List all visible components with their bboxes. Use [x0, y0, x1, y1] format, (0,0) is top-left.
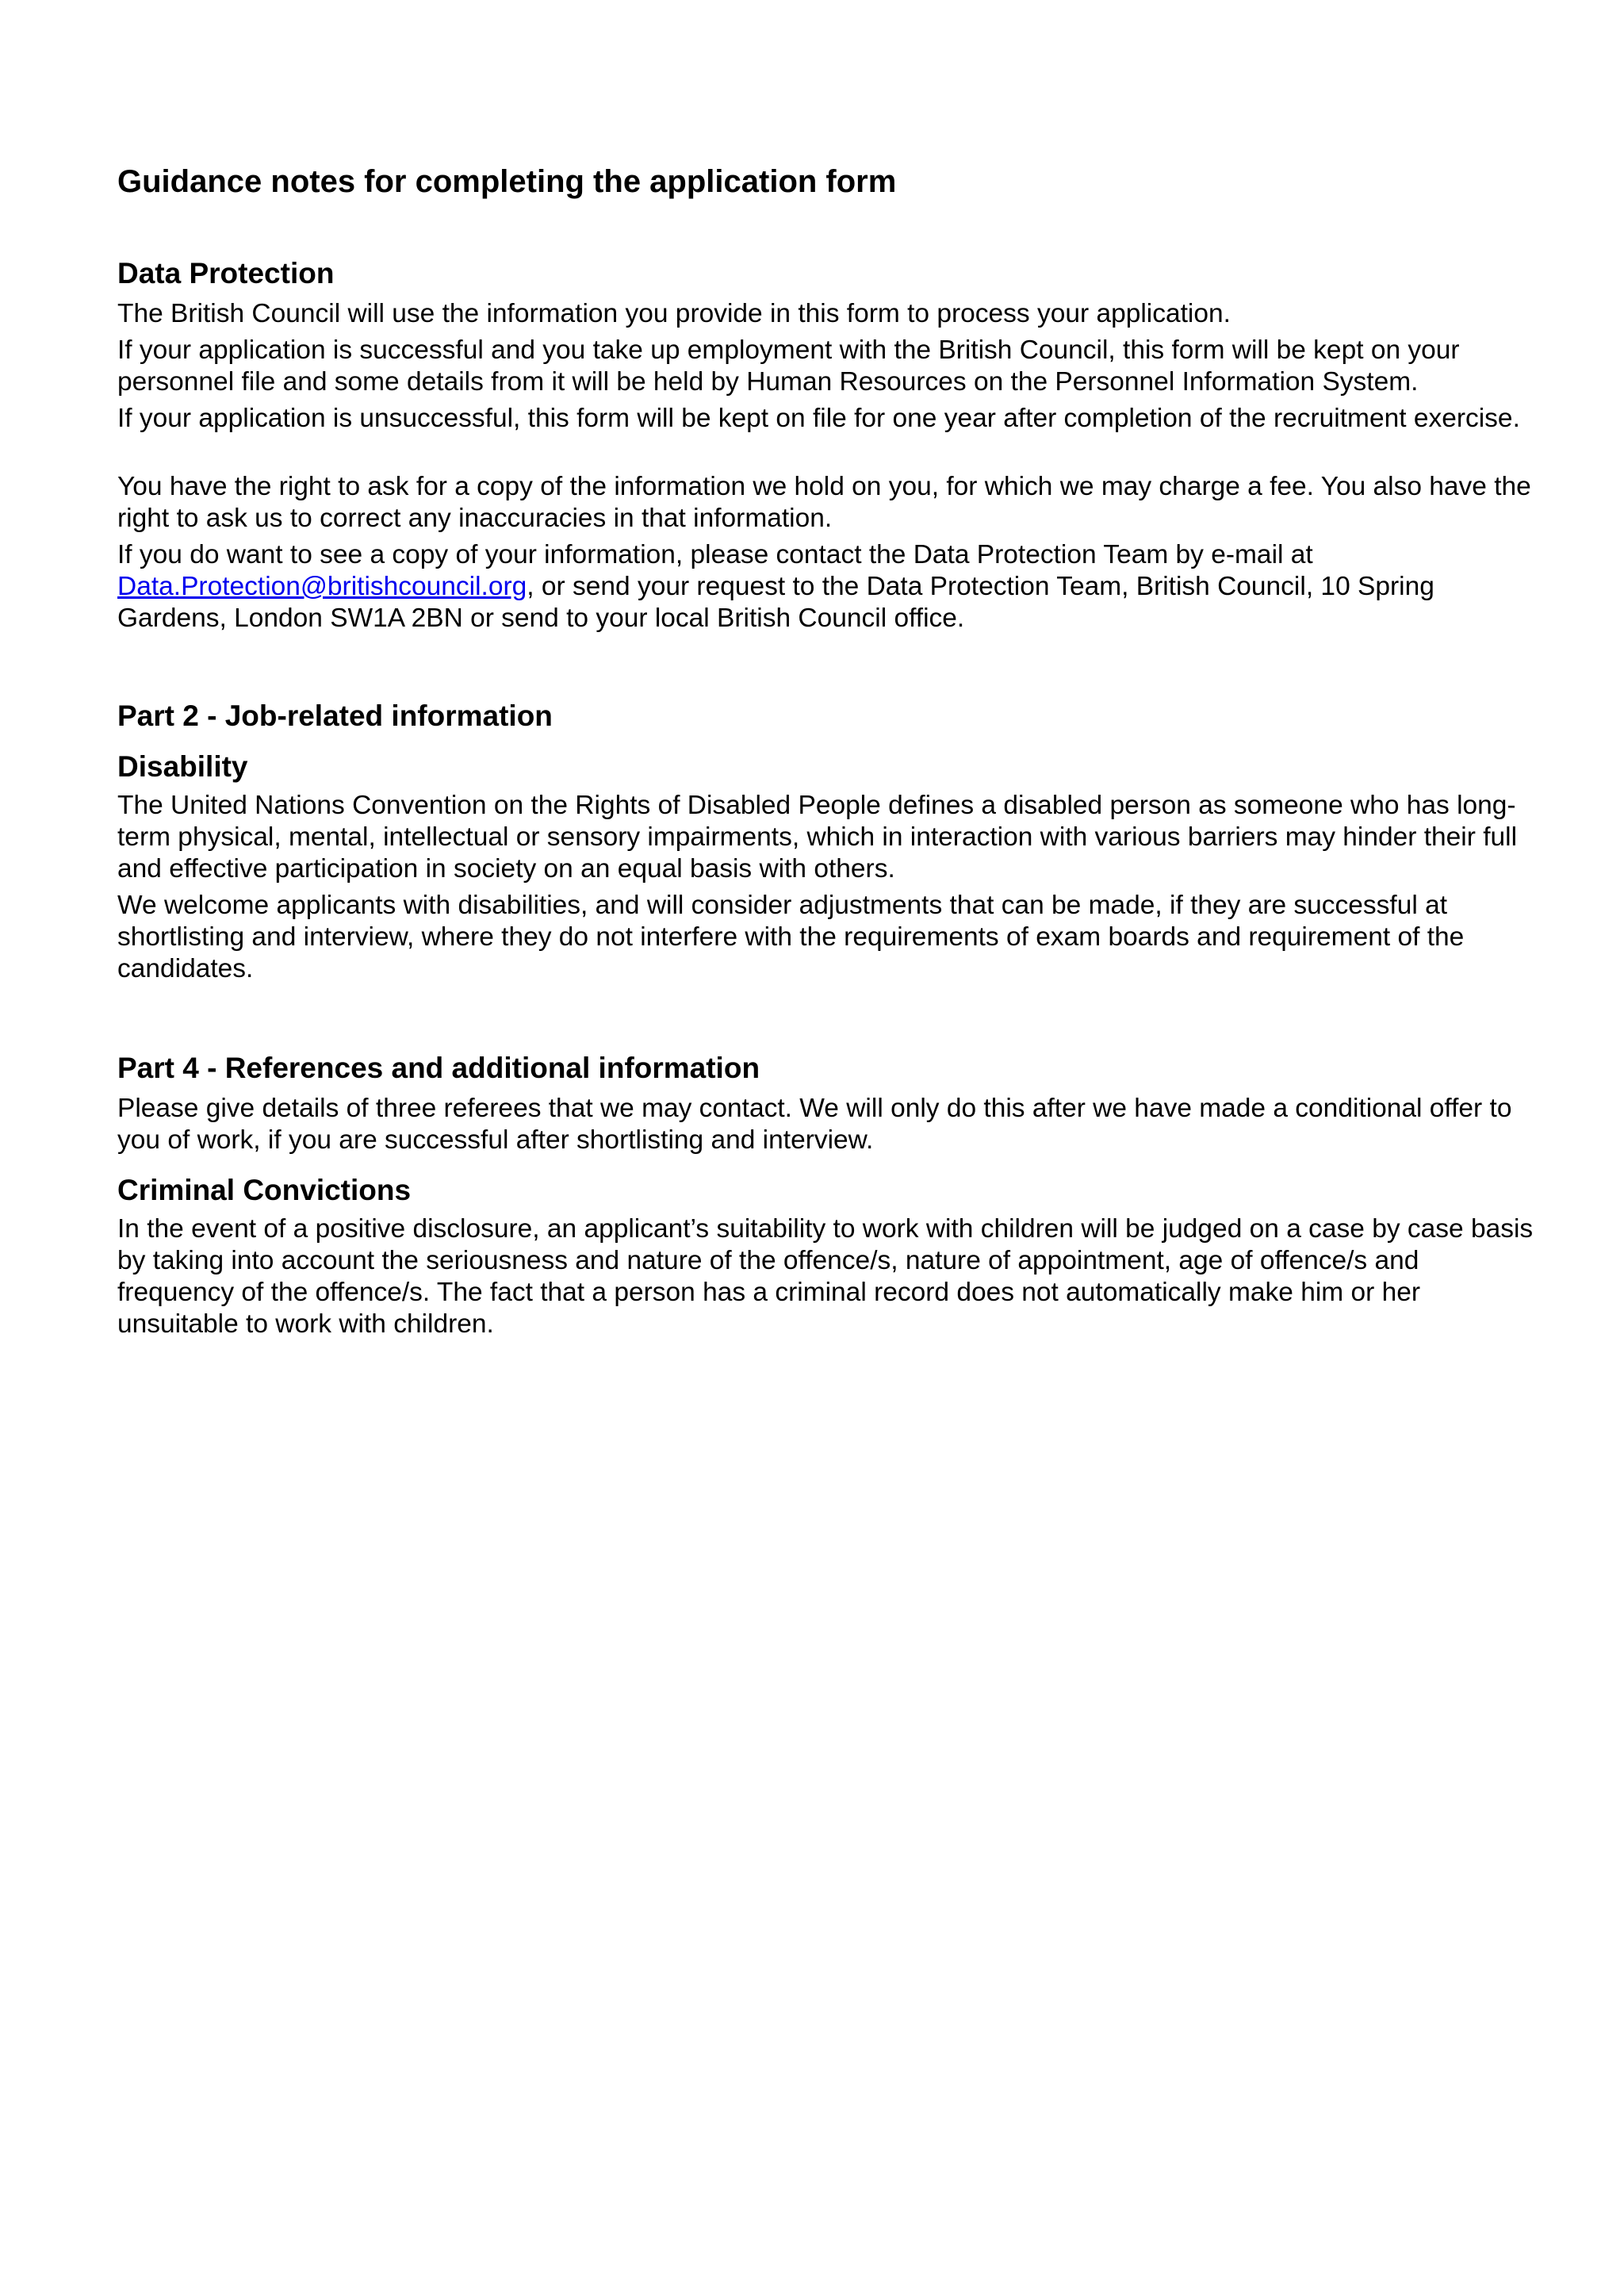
part-2-heading: Part 2 - Job-related information: [117, 700, 553, 732]
data-protection-paragraph-4: You have the right to ask for a copy of the information we hold on you, for which we may charge a fee. You also have the right to ask us to correct any inaccuracies in that information.: [117, 472, 1531, 533]
disability-paragraph-2: We welcome applicants with disabilities, and will consider adjustments that can be made, if they are successful at shortlisting and interview, where they do not interfere with the requirements of exam boards and requirement of the candidates.: [117, 891, 1465, 983]
contact-text-after: , or send your request to the Data Protection Team, British Council, 10 Spring Gardens, London SW1A 2BN or send to your local British Council office.: [117, 572, 1434, 633]
references-paragraph: Please give details of three referees that we may contact. We will only do this after we have made a conditional offer to you of work, if you are successful after shortlisting and interview.: [117, 1094, 1512, 1155]
criminal-convictions-heading: Criminal Convictions: [117, 1174, 412, 1206]
disability-paragraph-1: The United Nations Convention on the Rights of Disabled People defines a disabled person as someone who has long-term physical, mental, intellectual or sensory impairments, which in interaction with various barriers may hinder their full and effective participation in society on an equal basis with others.: [117, 791, 1518, 884]
part-4-heading: Part 4 - References and additional information: [117, 1052, 760, 1084]
data-protection-paragraph-2: If your application is successful and you take up employment with the British Council, this form will be kept on your personnel file and some details from it will be held by Human Resources on the Personnel Information System.: [117, 335, 1460, 397]
data-protection-email-link[interactable]: Data.Protection@britishcouncil.org: [117, 572, 527, 601]
contact-text-before: If you do want to see a copy of your information, please contact the Data Protection Team by e-mail at: [117, 540, 1313, 569]
data-protection-paragraph-5: [117, 539, 1537, 634]
document-title: Guidance notes for completing the application form: [117, 164, 897, 199]
data-protection-heading: Data Protection: [117, 257, 335, 289]
data-protection-paragraph-1: The British Council will use the information you provide in this form to process your application.: [117, 299, 1231, 328]
data-protection-paragraph-3: If your application is unsuccessful, this form will be kept on file for one year after completion of the recruitment exercise.: [117, 404, 1520, 433]
disability-heading: Disability: [117, 750, 248, 783]
criminal-convictions-paragraph: In the event of a positive disclosure, an applicant’s suitability to work with children will be judged on a case by case basis by taking into account the seriousness and nature of the offence/s, nature of appointment, age of offence/s and frequency of the offence/s. The fact that a person has a criminal record does not automatically make him or her unsuitable to work with children.: [117, 1214, 1534, 1339]
